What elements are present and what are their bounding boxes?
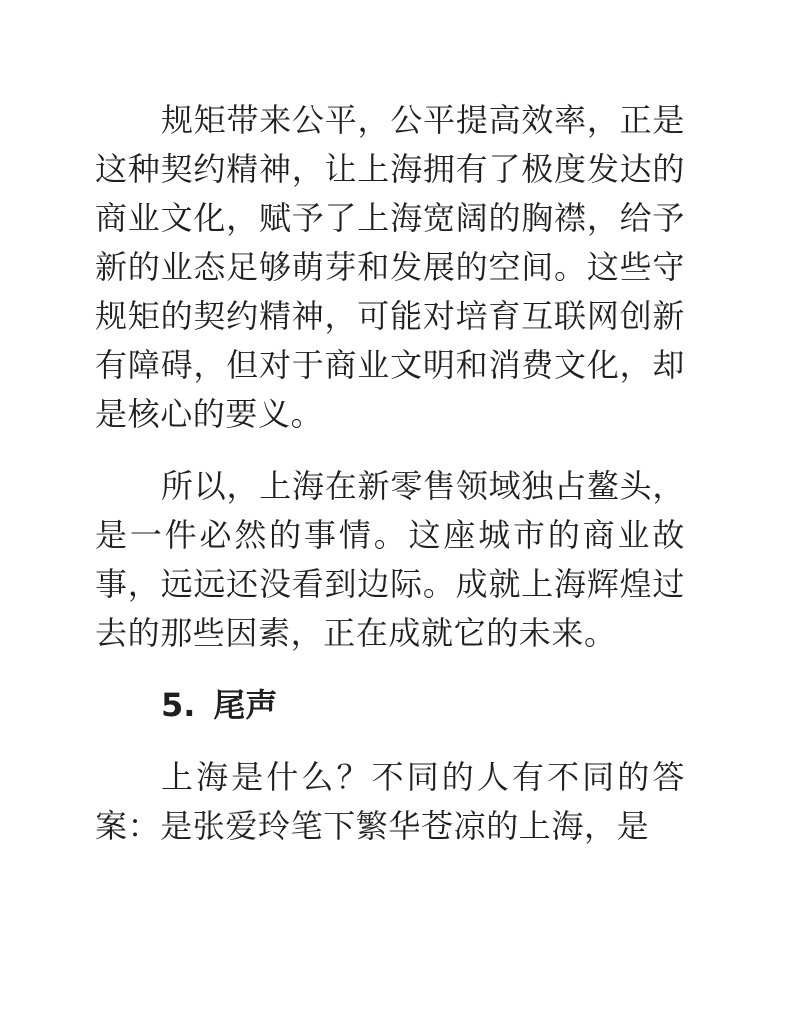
document-page: [95, 96, 685, 851]
paragraph-gap: [95, 658, 685, 681]
paragraph-new-retail: 所以，上海在新零售领域独占鳌头，是一件必然的事情。这座城市的商业故事，远远还没看到边际。成就上海辉煌过去的那些因素，正在成就它的未来。: [95, 467, 685, 652]
paragraph-gap: [95, 730, 685, 753]
paragraph-what-is-shanghai: 上海是什么？不同的人有不同的答案：是张爱玲笔下繁华苍凉的上海，是: [95, 758, 685, 845]
section-heading: [95, 681, 685, 730]
section-title: 尾声: [213, 686, 278, 724]
paragraph-contract-spirit: 规矩带来公平，公平提高效率，正是这种契约精神，让上海拥有了极度发达的商业文化，赋予了上海宽阔的胸襟，给予新的业态足够萌芽和发展的空间。这些守规矩的契约精神，可能对培育互联网创新有障碍，但对于商业文明和消费文化，却是核心的要义。: [95, 101, 685, 433]
paragraph-gap: [95, 439, 685, 462]
section-number: 5.: [161, 686, 196, 724]
